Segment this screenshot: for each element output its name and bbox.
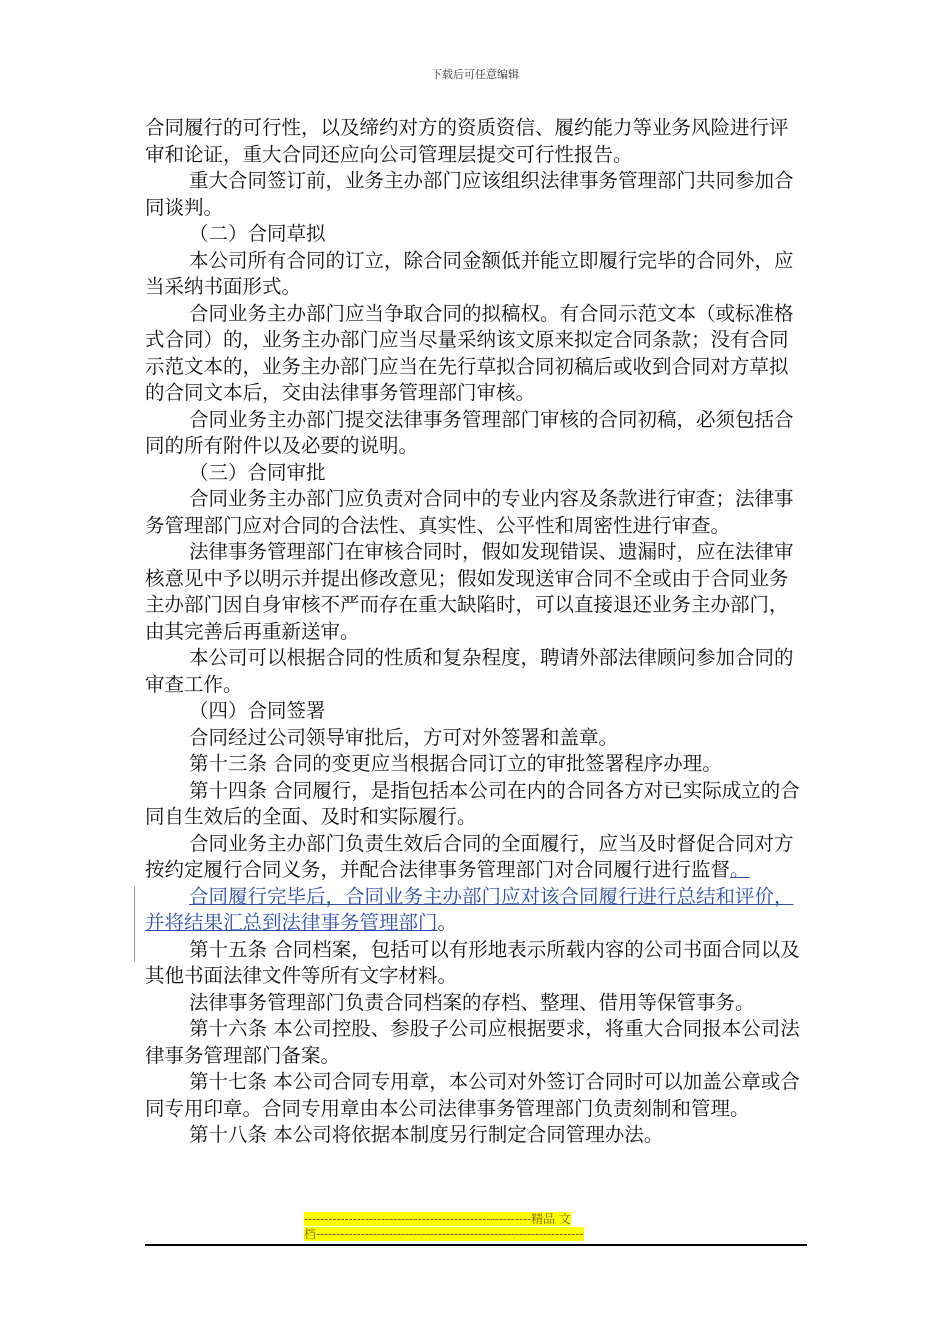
page-footer: [145, 1212, 807, 1242]
paragraph: 本公司可以根据合同的性质和复杂程度，聘请外部法律顾问参加合同的审查工作。: [145, 646, 794, 696]
tracked-insertion: 。: [730, 858, 750, 881]
section-heading: （三）合同审批: [189, 460, 326, 484]
paragraph: 合同业务主办部门应负责对合同中的专业内容及条款进行审查；法律事务管理部门应对合同的合法性、真实性、公平性和周密性进行审查。: [145, 487, 794, 537]
article-15: 第十五条 合同档案，包括可以有形地表示所载内容的公司书面合同以及其他书面法律文件等所有文字材料。: [145, 937, 800, 987]
paragraph: 法律事务管理部门在审核合同时，假如发现错误、遗漏时，应在法律审核意见中予以明示并提出修改意见；假如发现送审合同不全或由于合同业务主办部门因自身审核不严而存在重大缺陷时，可以直接退还业务主办部门，由其完善后再重新送审。: [145, 540, 794, 643]
article-17: 第十七条 本公司合同专用章，本公司对外签订合同时可以加盖公章或合同专用印章。合同专用章由本公司法律事务管理部门负责刻制和管理。: [145, 1070, 800, 1120]
article-16: 第十六条 本公司控股、参股子公司应根据要求，将重大合同报本公司法律事务管理部门备案。: [145, 1017, 800, 1067]
article-14: 第十四条 合同履行，是指包括本公司在内的合同各方对已实际成立的合同自生效后的全面、及时和实际履行。: [145, 778, 800, 828]
paragraph-text: 合同业务主办部门负责生效后合同的全面履行，应当及时督促合同对方按约定履行合同义务，并配合法律事务管理部门对合同履行进行监督: [145, 831, 794, 881]
paragraph: 法律事务管理部门负责合同档案的存档、整理、借用等保管事务。: [189, 990, 755, 1014]
section-heading: （二）合同草拟: [189, 222, 326, 245]
article-18: 第十八条 本公司将依据本制度另行制定合同管理办法。: [189, 1123, 664, 1146]
paragraph: 合同履行的可行性，以及缔约对方的资质资信、履约能力等业务风险进行评审和论证，重大合同还应向公司管理层提交可行性报告。: [145, 116, 789, 166]
paragraph: [145, 884, 807, 937]
document-body: [145, 115, 807, 1149]
paragraph-text: 。: [437, 911, 458, 934]
paragraph: 合同经过公司领导审批后，方可对外签署和盖章。: [189, 725, 619, 749]
paragraph: 合同业务主办部门提交法律事务管理部门审核的合同初稿，必须包括合同的所有附件以及必要的说明。: [145, 407, 794, 457]
section-heading: （四）合同签署: [189, 699, 326, 722]
paragraph: 重大合同签订前，业务主办部门应该组织法律事务管理部门共同参加合同谈判。: [145, 169, 794, 219]
article-13: 第十三条 合同的变更应当根据合同订立的审批签署程序办理。: [189, 752, 722, 775]
footer-line-1: --------------------------------------------------------精品 文: [304, 1212, 571, 1226]
paragraph: 本公司所有合同的订立，除合同金额低并能立即履行完毕的合同外，应当采纳书面形式。: [145, 248, 794, 298]
page-header: 下载后可任意编辑: [431, 68, 519, 81]
revision-change-bar: [134, 886, 135, 962]
paragraph: 合同业务主办部门应当争取合同的拟稿权。有合同示范文本（或标准格式合同）的，业务主办部门应当尽量采纳该文原来拟定合同条款；没有合同示范文本的，业务主办部门应当在先行草拟合同初稿后或收到合同对方草拟的合同文本后，交由法律事务管理部门审核。: [145, 301, 794, 404]
footer-line-2: 档------------------------------------------------------------------: [304, 1227, 584, 1241]
paragraph: [145, 831, 807, 884]
tracked-insertion: 合同履行完毕后，合同业务主办部门应对该合同履行进行总结和评价，并将结果汇总到法律事务管理部门: [145, 884, 794, 934]
footer-rule: [145, 1244, 807, 1246]
